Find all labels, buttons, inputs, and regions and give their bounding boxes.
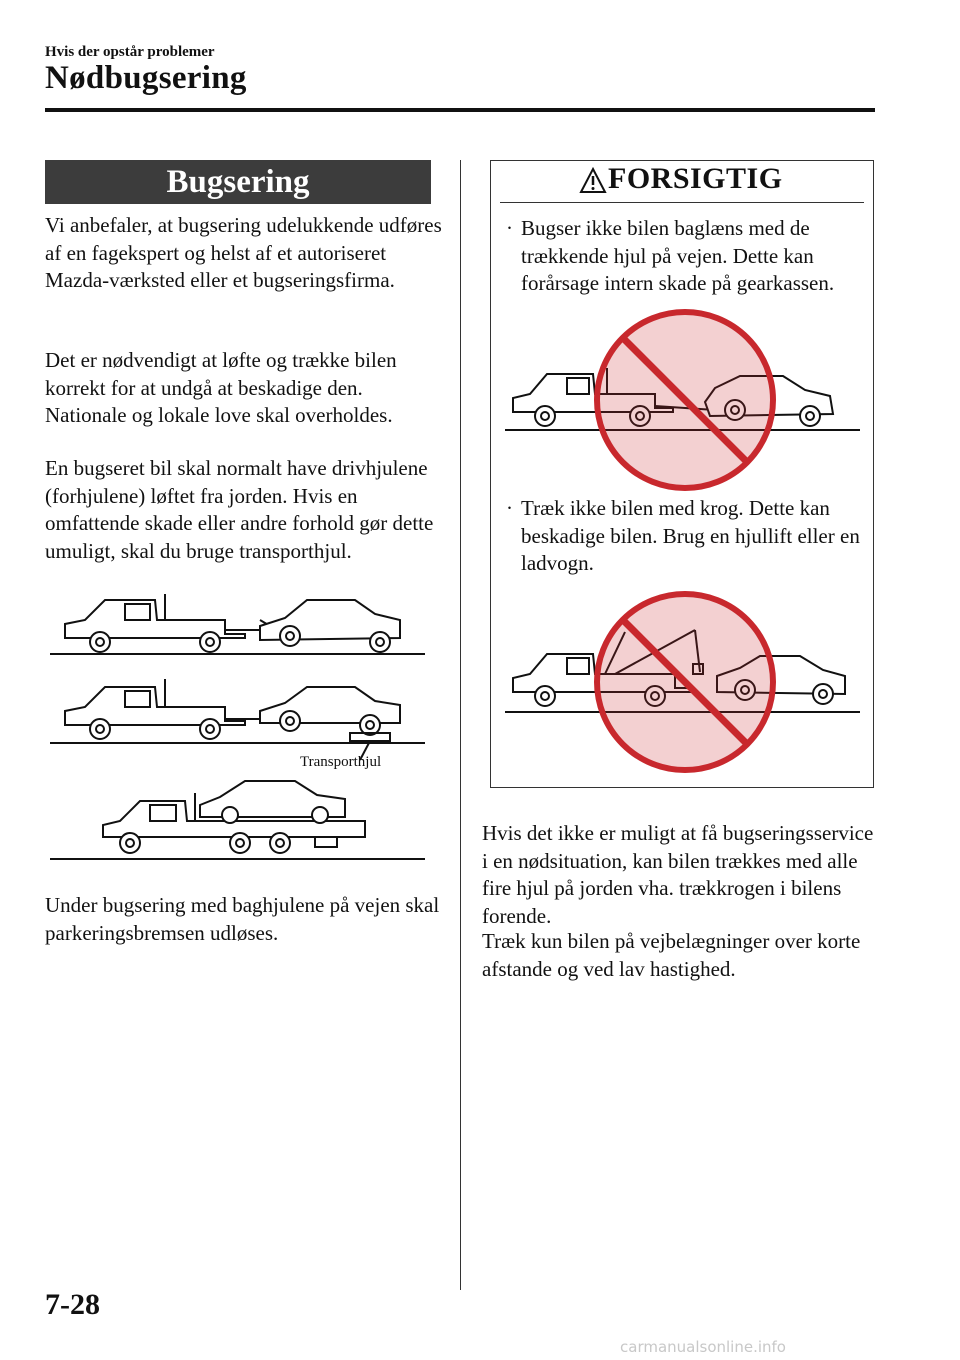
caution-item-text: Træk ikke bilen med krog. Dette kan beskadige bilen. Brug en hjullift eller en ladvogn. (521, 496, 860, 575)
paragraph-drive-wheels: En bugseret bil skal normalt have drivhjulene (forhjulene) løftet fra jorden. Hvis en omfattende skade eller andre forhold gør dette umuligt, skal du bruge transporthjul. (45, 456, 434, 563)
bullet-dot: · (506, 216, 513, 240)
title-rule (45, 108, 875, 112)
page-title: Nødbugsering (45, 60, 247, 96)
column-divider (460, 160, 461, 1290)
prohibited-hook-tow-illustration (505, 592, 865, 772)
section-heading: Bugsering (45, 160, 431, 204)
figure-caption: Transporthjul (300, 754, 382, 770)
caution-item-text: Bugser ikke bilen baglæns med de trækkende hjul på vejen. Dette kan forårsage intern skade på gearkassen. (521, 216, 835, 295)
paragraph-parking-brake: Under bugsering med baghjulene på vejen skal parkeringsbremsen udløses. (45, 893, 440, 945)
paragraph-lifting: Det er nødvendigt at løfte og trække bilen korrekt for at undgå at beskadige den. Nationale og lokale love skal overholdes. (45, 348, 397, 427)
page-number: 7-28 (45, 1288, 100, 1321)
towing-dolly-illustration (45, 675, 430, 750)
footer-site: carmanualsonline.info (620, 1338, 786, 1356)
caution-label: FORSIGTIG (608, 162, 783, 195)
breadcrumb: Hvis der opstår problemer (45, 44, 215, 60)
towing-wheel-lift-illustration (45, 590, 430, 660)
warning-triangle-icon (580, 168, 606, 194)
bullet-dot: · (506, 496, 513, 520)
caution-rule (500, 202, 864, 203)
paragraph-emergency-tow: Hvis det ikke er muligt at få bugseringsservice i en nødsituation, kan bilen trækkes med alle fire hjul på jorden vha. trækkrogen i bilens forende. (482, 821, 874, 928)
paragraph-short-distance: Træk kun bilen på vejbelægninger over korte afstande og ved lav hastighed. (482, 929, 861, 981)
paragraph-recommendation: Vi anbefaler, at bugsering udelukkende udføres af en fagekspert og helst af et autoriseret Mazda-værksted eller et bugseringsfirma. (45, 213, 442, 292)
prohibited-reverse-tow-illustration (505, 310, 865, 490)
towing-flatbed-illustration (45, 775, 430, 865)
